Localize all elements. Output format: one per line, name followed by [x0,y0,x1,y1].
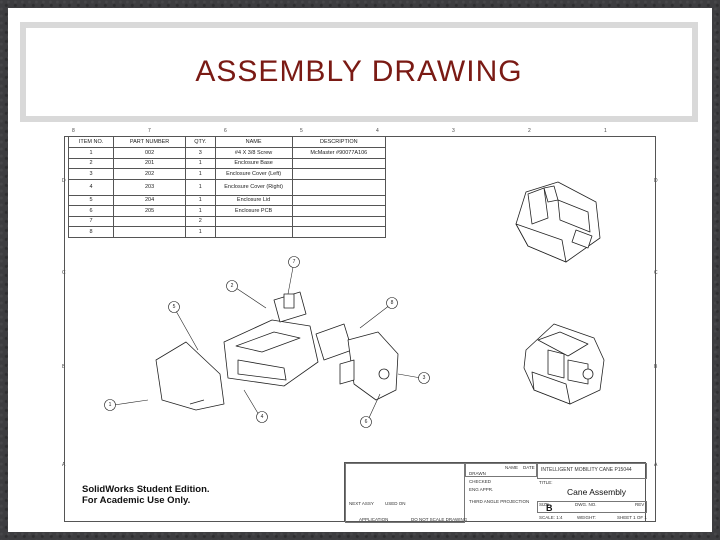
balloon-5: 5 [172,304,176,310]
bom-cell: 2 [69,158,114,169]
bom-cell: 1 [186,169,216,180]
balloon-3: 3 [422,375,426,381]
title-block-notes [345,463,468,523]
tb-dwg-label: DWG. NO. [575,502,597,507]
bom-cell: 1 [186,158,216,169]
bom-cell: 7 [69,216,114,227]
bom-cell: 202 [114,169,186,180]
bom-cell: McMaster #90077A106 [292,148,385,159]
bom-cell: 3 [186,148,216,159]
bom-cell: Enclosure Cover (Right) [215,179,292,195]
bom-cell: 2 [186,216,216,227]
bom-cell: Enclosure PCB [215,206,292,217]
tb-size-label: SIZE [539,502,550,507]
tb-next-assy: NEXT ASSY [349,501,374,506]
tb-drawn: DRAWN [469,471,486,476]
tb-date-col: DATE [523,465,535,470]
tb-eng-appr: ENG APPR. [469,487,494,492]
zone-label-side: D [62,178,66,184]
part-enclosure-cover-right [348,332,398,400]
balloon-6: 6 [364,419,368,425]
part-small-8 [340,360,354,384]
student-edition-watermark [82,484,210,506]
bom-cell: 1 [186,179,216,195]
zone-label-side: B [654,364,658,370]
bom-cell: 1 [186,227,216,238]
watermark-line-2: For Academic Use Only. [82,495,191,506]
bom-cell: Enclosure Base [215,158,292,169]
tb-weight: WEIGHT: [577,515,596,520]
bom-cell: 1 [186,206,216,217]
tb-rev-label: REV [635,502,645,507]
zone-label-side: B [62,364,66,370]
bom-cell: 1 [69,148,114,159]
isometric-view-bottom [524,324,604,404]
tb-checked: CHECKED [469,479,492,484]
zone-label-top: 1 [604,128,607,134]
bom-header-item-no: ITEM NO. [69,137,114,148]
bom-header-name: NAME [215,137,292,148]
title-block [344,462,646,522]
tb-title: Cane Assembly [567,487,627,497]
bom-cell: 1 [186,195,216,206]
tb-do-not-scale: DO NOT SCALE DRAWING [411,517,468,522]
bom-cell: 4 [69,179,114,195]
title-bar [20,22,698,122]
bom-header-description: DESCRIPTION [292,137,385,148]
tb-used-on: USED ON [385,501,406,506]
tb-scale: SCALE: 1:4 [539,515,563,520]
zone-label-top: 2 [528,128,531,134]
bom-cell: 3 [69,169,114,180]
bom-header-qty: QTY. [186,137,216,148]
bom-cell: 205 [114,206,186,217]
balloon-2: 2 [230,283,234,289]
bom-cell: Enclosure Lid [215,195,292,206]
zone-label-top: 3 [452,128,455,134]
bom-cell: 203 [114,179,186,195]
part-small-7 [284,294,294,308]
tb-company: INTELLIGENT MOBILITY CANE P15044 [541,467,632,473]
bom-cell: #4 X 3/8 Screw [215,148,292,159]
zone-label-side: C [654,270,658,276]
balloon-4: 4 [260,414,264,420]
bom-cell: 002 [114,148,186,159]
isometric-view-top [516,182,600,262]
slide-title: ASSEMBLY DRAWING [195,55,523,88]
balloon-8: 8 [390,300,394,306]
zone-label-top: 4 [376,128,379,134]
zone-label-side: A [62,462,66,468]
zone-label-top: 5 [300,128,303,134]
bom-header-part-number: PART NUMBER [114,137,186,148]
bom-cell: 5 [69,195,114,206]
balloon-7: 7 [292,259,296,265]
tb-title-label: TITLE: [539,480,553,485]
tb-sheet: SHEET 1 OF 1 [617,515,647,520]
zone-label-side: A [654,462,658,468]
zone-label-side: C [62,270,66,276]
zone-label-top: 7 [148,128,151,134]
tb-size: B [546,503,553,513]
bom-cell: 8 [69,227,114,238]
bom-cell: 201 [114,158,186,169]
part-enclosure-cover-left [316,324,352,360]
tb-name-col: NAME [505,465,519,470]
drawing-area [48,128,670,528]
watermark-line-1: SolidWorks Student Edition. [82,484,210,495]
bom-cell: Enclosure Cover (Left) [215,169,292,180]
tb-application: APPLICATION [359,517,389,522]
balloon-1: 1 [108,402,112,408]
zone-label-side: D [654,178,658,184]
bom-cell: 204 [114,195,186,206]
tb-projection: THIRD ANGLE PROJECTION [469,499,530,504]
zone-label-top: 6 [224,128,227,134]
part-enclosure-lid [156,342,224,410]
bom-cell: 6 [69,206,114,217]
zone-label-top: 8 [72,128,75,134]
